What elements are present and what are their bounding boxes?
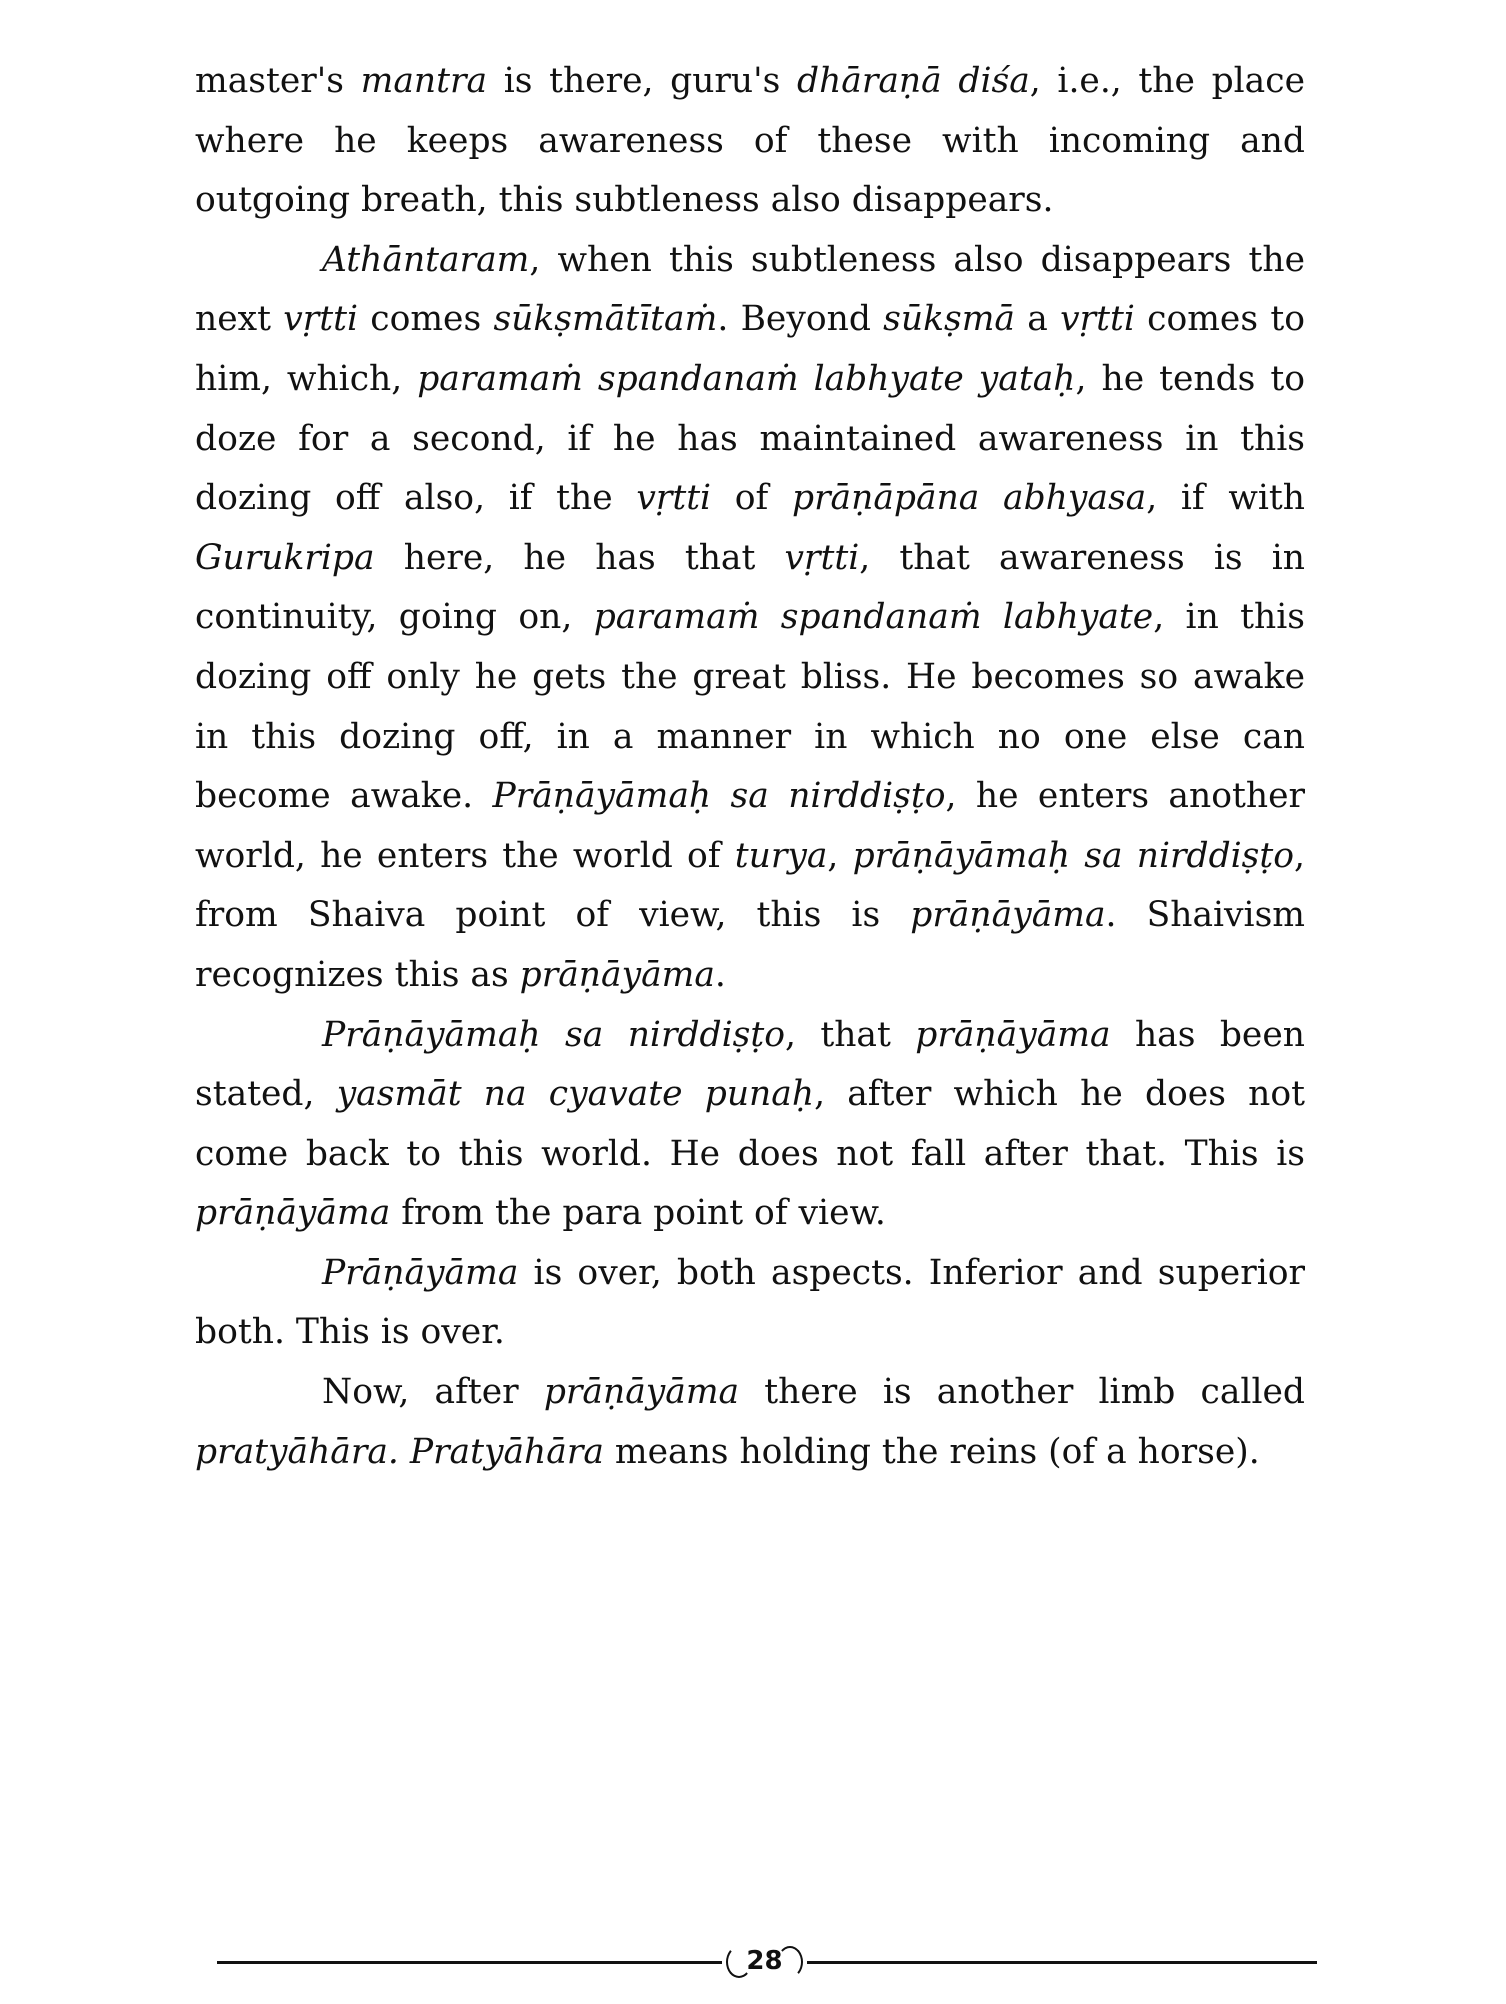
text-segment: , he enters another world, he enters the world of xyxy=(195,776,1305,876)
page-footer xyxy=(217,1940,1317,1980)
text-segment: Now, after xyxy=(322,1372,544,1413)
italic-term: paramaṁ spandanaṁ labhyate xyxy=(593,597,1154,638)
italic-term: Athāntaram xyxy=(322,239,530,280)
italic-term: paramaṁ spandanaṁ labhyate yataḥ xyxy=(417,358,1076,399)
page-body-text xyxy=(195,52,1305,1482)
paragraph xyxy=(195,1244,1305,1363)
text-segment: here, he has that xyxy=(374,537,785,578)
italic-term: sūkṣmā xyxy=(883,299,1015,340)
italic-term: prāṇāpāna abhyasa xyxy=(791,478,1147,519)
italic-term: prāṇāyāma xyxy=(915,1014,1111,1055)
text-segment: . Shaivism recognizes this as xyxy=(195,895,1305,995)
italic-term: prāṇāyāma xyxy=(543,1372,740,1413)
italic-term: yasmāt na cyavate punaḥ xyxy=(336,1074,815,1115)
italic-term: mantra xyxy=(360,61,488,101)
italic-term: Prāṇāyāma xyxy=(322,1252,519,1293)
paragraph xyxy=(195,1006,1305,1244)
text-segment: master's xyxy=(195,61,361,101)
text-segment: . xyxy=(714,954,726,995)
paragraph xyxy=(195,1363,1305,1482)
text-segment: , in this dozing off only he gets the great bliss. He becomes so awake in this dozing off, in a manner in which no one else can become awake. xyxy=(195,597,1305,817)
page-number: 28 xyxy=(722,1940,807,1982)
italic-term: prāṇāyāmaḥ sa nirddiṣṭo xyxy=(852,835,1295,876)
italic-term: sūkṣmātītaṁ xyxy=(493,299,718,340)
text-segment: of xyxy=(711,478,792,519)
text-segment: is over, both aspects. Inferior and superior both. This is over. xyxy=(195,1252,1305,1353)
italic-term: vṛtti xyxy=(283,299,358,340)
italic-term: prāṇāyāma xyxy=(195,1193,391,1234)
text-segment: comes xyxy=(357,299,494,340)
footer-rule-left xyxy=(217,1961,722,1964)
italic-term: dhāraṇā diśa xyxy=(797,61,1030,101)
paragraph xyxy=(195,52,1305,231)
italic-term: vṛtti xyxy=(1060,299,1135,340)
paragraph xyxy=(195,231,1305,1006)
text-segment: , if with xyxy=(1146,478,1305,519)
italic-term: Prāṇāyāmaḥ sa nirddiṣṭo xyxy=(492,776,946,817)
text-segment: comes to him, which, xyxy=(195,299,1305,399)
footer-rule-right xyxy=(807,1961,1317,1964)
text-segment: , that xyxy=(784,1014,916,1055)
italic-term: vṛtti xyxy=(636,478,712,519)
italic-term: vṛtti xyxy=(784,537,860,578)
text-segment: . Beyond xyxy=(717,299,884,340)
text-segment: , after which he does not come back to this world. He does not fall after that. This is xyxy=(195,1074,1305,1174)
text-segment: means holding the reins (of a horse). xyxy=(603,1431,1260,1472)
text-segment: a xyxy=(1015,299,1061,340)
italic-term: Gurukripa xyxy=(195,537,375,578)
text-segment: there is another limb called xyxy=(739,1372,1306,1413)
text-segment: from the para point of view. xyxy=(390,1193,886,1234)
text-segment: , from Shaiva point of view, this is xyxy=(195,835,1305,936)
text-segment: , that awareness is in continuity, going on, xyxy=(195,537,1305,638)
text-segment: is there, guru's xyxy=(487,61,797,101)
text-segment: , he tends to doze for a second, if he has maintained awareness in this dozing off also, if the xyxy=(195,358,1305,519)
italic-term: Prāṇāyāmaḥ sa nirddiṣṭo xyxy=(322,1014,785,1055)
text-segment: , i.e., the place where he keeps awareness of these with incoming and outgoing breath, this subtleness also disappears. xyxy=(195,61,1305,221)
text-segment: has been stated, xyxy=(195,1014,1305,1115)
text-segment: , xyxy=(827,835,853,876)
italic-term: turya xyxy=(734,835,828,876)
italic-term: prāṇāyāma xyxy=(519,954,715,995)
text-segment: , when this subtleness also disappears the next xyxy=(195,239,1305,340)
italic-term: pratyāhāra. Pratyāhāra xyxy=(195,1431,604,1472)
italic-term: prāṇāyāma xyxy=(910,895,1106,936)
